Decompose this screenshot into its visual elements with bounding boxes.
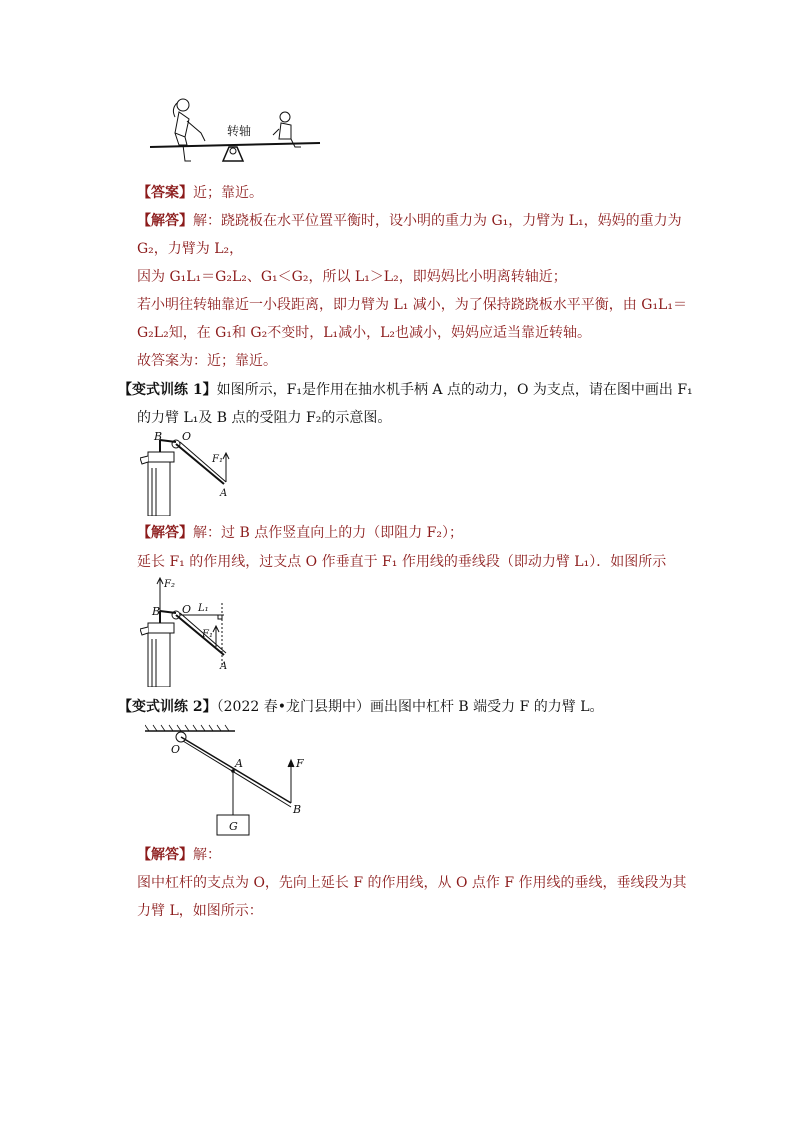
solution1-tag: 【解答】 bbox=[137, 213, 193, 229]
solution1-line2: G₂，力臂为 L₂， bbox=[137, 241, 244, 257]
solution2-line2: 延长 F₁ 的作用线，过支点 O 作垂直于 F₁ 作用线的垂线段（即动力臂 L₁）．如图所示 bbox=[137, 554, 667, 570]
exercise2-tag: 【变式训练 2】 bbox=[118, 699, 217, 715]
fig2-label-f1: F₁ bbox=[202, 629, 213, 640]
lever-label-g: G bbox=[229, 820, 238, 833]
fig2-label-o: O bbox=[182, 603, 192, 616]
fig2-label-a: A bbox=[220, 661, 228, 672]
solution2-line1: 【解答】解：过 B 点作竖直向上的力（即阻力 F₂）； bbox=[137, 525, 463, 541]
exercise1-tag: 【变式训练 1】 bbox=[118, 382, 217, 398]
fig1-label-b: B bbox=[154, 432, 163, 443]
solution1-line1: 【解答】解：跷跷板在水平位置平衡时，设小明的重力为 G₁，力臂为 L₁，妈妈的重力为 bbox=[137, 213, 682, 229]
lever-label-a: A bbox=[235, 757, 243, 770]
answer-line bbox=[137, 183, 263, 203]
solution1-line4: 若小明往转轴靠近一小段距离，即力臂为 L₁ 减小，为了保持跷跷板水平平衡，由 G₁L₁＝ bbox=[137, 297, 687, 313]
solution3-tag: 【解答】 bbox=[137, 847, 193, 863]
solution3-line2: 力臂 L，如图所示： bbox=[137, 903, 263, 919]
solution3-line1: 图中杠杆的支点为 O，先向上延长 F 的作用线，从 O 点作 F 作用线的垂线，垂线段为其 bbox=[137, 875, 687, 891]
exercise1-line2: 的力臂 L₁及 B 点的受阻力 F₂的示意图。 bbox=[137, 410, 392, 426]
seesaw-figure bbox=[145, 95, 325, 167]
solution1-line5: G₂L₂知，在 G₁和 G₂不变时，L₁减小，L₂也减小，妈妈应适当靠近转轴。 bbox=[137, 325, 592, 341]
answer-text: 近；靠近。 bbox=[193, 185, 263, 201]
solution2-tag: 【解答】 bbox=[137, 525, 193, 541]
exercise1-line1: 【变式训练 1】如图所示，F₁是作用在抽水机手柄 A 点的动力，O 为支点，请在图中画出 F₁ bbox=[118, 382, 693, 398]
lever-figure bbox=[145, 723, 315, 838]
lever-label-o: O bbox=[171, 743, 181, 756]
fig1-label-f1: F₁ bbox=[212, 454, 223, 465]
lever-label-b: B bbox=[293, 803, 302, 816]
fig1-label-o: O bbox=[182, 432, 192, 443]
solution3-line0: 【解答】解： bbox=[137, 847, 221, 863]
pump-figure-1 bbox=[140, 432, 240, 516]
fig2-label-l1: L₁ bbox=[198, 603, 209, 614]
lever-label-f: F bbox=[296, 757, 304, 770]
pivot-label: 转轴 bbox=[227, 124, 252, 138]
solution1-line3: 因为 G₁L₁＝G₂L₂、G₁＜G₂，所以 L₁＞L₂，即妈妈比小明离转轴近； bbox=[137, 269, 567, 285]
solution1-line6: 故答案为：近；靠近。 bbox=[137, 353, 277, 369]
exercise2-line: 【变式训练 2】（2022 春•龙门县期中）画出图中杠杆 B 端受力 F 的力臂 L。 bbox=[118, 699, 604, 715]
fig1-label-a: A bbox=[220, 488, 228, 499]
answer-tag: 【答案】 bbox=[137, 185, 193, 201]
fig2-label-b: B bbox=[152, 605, 161, 618]
pump-figure-2 bbox=[140, 575, 240, 687]
fig2-label-f2: F₂ bbox=[164, 579, 175, 590]
